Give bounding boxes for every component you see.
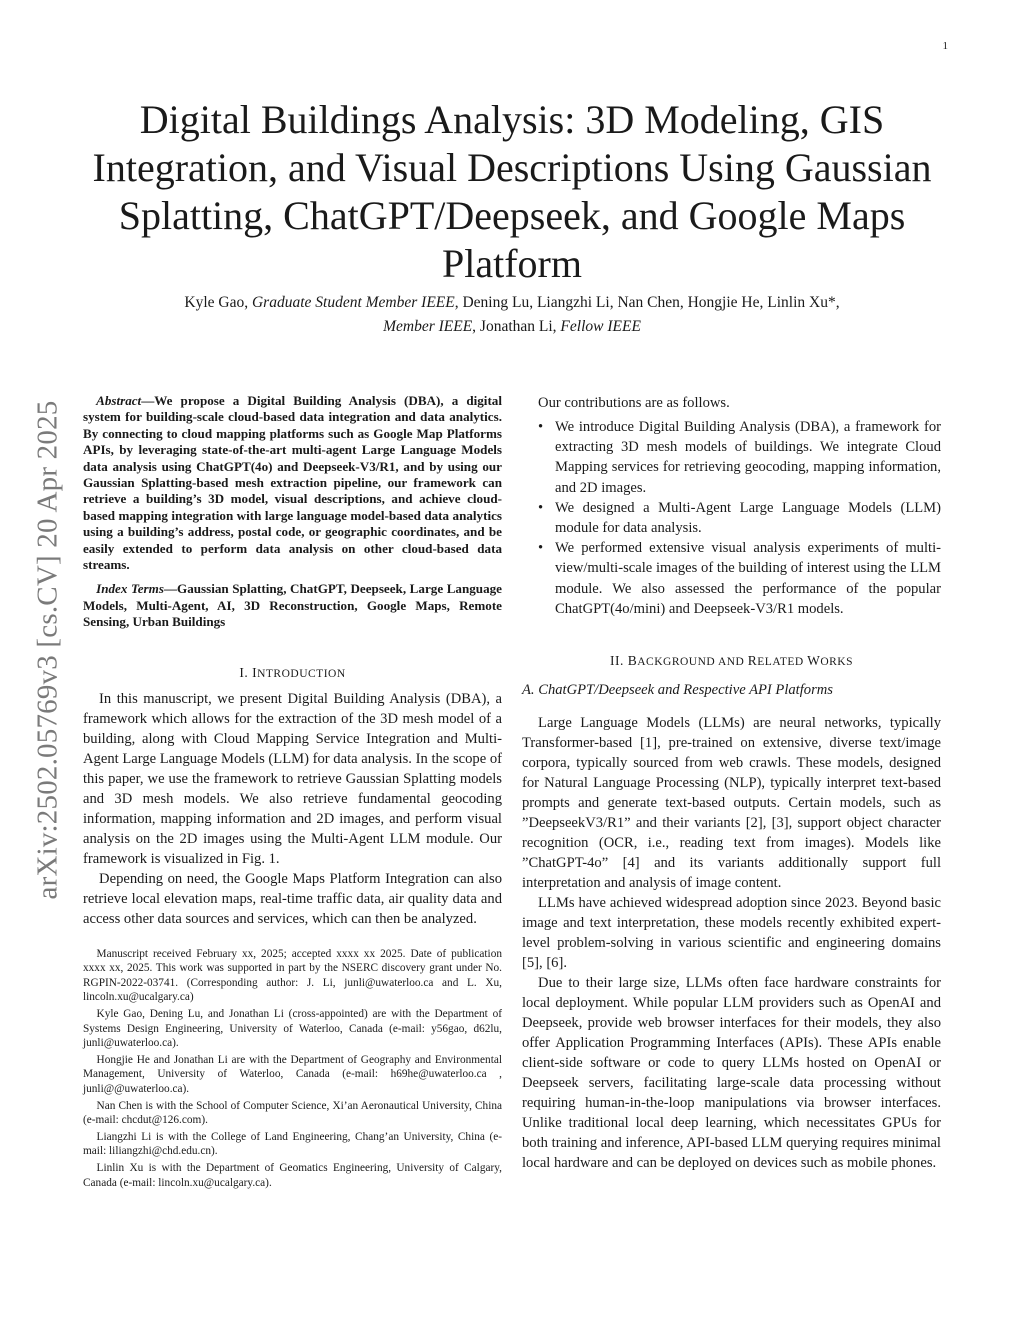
background-paragraph: Due to their large size, LLMs often face hardware constraints for local deployment. While popular LLM providers such as OpenAI and Deepseek, provide web browser interfaces for their models, they also offer Application Programming Interfaces (APIs). These APIs enable client-side software or code to query LLMs hosted on OpenAI or Deepseek servers, facilitating large-scale data processing without requiring human-in-the-loop manipulations via browser interfaces. Unlike traditional local deep learning, which necessitates GPUs for both training and inference, API-based LLM querying requires minimal local hardware and can be deployed on devices such as mobile phones. xyxy=(522,975,941,1172)
index-terms-dash: — xyxy=(163,581,178,597)
arxiv-watermark: arXiv:2502.05769v3 [cs.CV] 20 Apr 2025 xyxy=(31,400,64,900)
paper-title: Digital Buildings Analysis: 3D Modeling, GIS Integration, and Visual Descriptions Using Gaussian Splatting, ChatGPT/Deepseek, and Google Maps Platform xyxy=(92,97,932,286)
index-terms xyxy=(83,581,502,630)
heading-text: ORKS xyxy=(820,656,854,669)
heading-text: W xyxy=(807,653,821,669)
heading-text: ACKGROUND AND xyxy=(637,656,748,669)
footnote: Manuscript received February xx, 2025; accepted xxxx xx 2025. Date of publication xxxx xx, 2025. This work was supported in part by the NSERC discovery grant under No. RGPIN-2022-03741. (Corresponding author: J. Li, junli@uwaterloo.ca and L. Xu, lincoln.xu@ucalgary.ca) xyxy=(83,947,502,1004)
abstract-text: We propose a Digital Building Analysis (DBA), a digital system for building-scale cloud-based data integration and data analytics. By connecting to cloud mapping platforms such as Google Map Platforms APIs, by leveraging state-of-the-art multi-agent Large Language Models data analysis using ChatGPT(4o) and Deepseek-V3/R1, and by using our Gaussian Splatting-based mesh extraction pipeline, our framework can retrieve a building’s 3D model, visual descriptions, and achieve cloud-based mapping integration with large language model-based data analytics using a building’s address, postal code, or geographic coordinates, and be easily extended to perform data analysis on other cloud-based data streams. xyxy=(83,393,502,573)
intro-paragraph: Depending on need, the Google Maps Platform Integration can also retrieve local elevation maps, real-time traffic data, air quality data and access other data sources and services, which can then be analyzed. xyxy=(83,870,502,927)
author-text: , Jonathan Li, xyxy=(472,318,561,335)
abstract xyxy=(83,393,502,573)
author-membership: Fellow IEEE xyxy=(560,318,641,335)
heading-numeral: II. B xyxy=(609,653,638,669)
index-terms-text: Gaussian Splatting, ChatGPT, Deepseek, Large Language Models, Multi-Agent, AI, 3D Reconstruction, Google Maps, Remote Sensing, Urban Buildings xyxy=(83,581,502,630)
heading-text: NTRODUCTION xyxy=(257,667,346,680)
footnote: Kyle Gao, Dening Lu, and Jonathan Li (cross-appointed) are with the Department of Systems Design Engineering, University of Waterloo, Canada (e-mail: y56gao, d62lu, junli@uwaterloo.ca). xyxy=(83,1008,502,1050)
contributions-list xyxy=(522,417,941,619)
abstract-label: Abstract xyxy=(96,393,142,408)
background-paragraph: LLMs have achieved widespread adoption since 2023. Beyond basic image and text interpretation, these models recently exhibited expert-level problem-solving in various scientific and engineering domains [5], [6]. xyxy=(522,895,941,972)
subsection-heading: A. ChatGPT/Deepseek and Respective API Platforms xyxy=(522,682,833,699)
author-line-1 xyxy=(90,291,934,315)
author-text: , Dening Lu, Liangzhi Li, Nan Chen, Hongjie He, Linlin Xu*, xyxy=(454,294,840,311)
author-membership: Member IEEE xyxy=(383,318,473,335)
list-item: • We performed extensive visual analysis experiments of multi-view/multi-scale images of the building of interest using the LLM module. We also assessed the performance of the popular ChatGPT(4o/mini) and Deepseek-V3/R1 models. xyxy=(555,538,941,619)
footnote: Linlin Xu is with the Department of Geomatics Engineering, University of Calgary, Canada (e-mail: lincoln.xu@ucalgary.ca). xyxy=(83,1162,502,1189)
heading-text: R xyxy=(747,653,758,669)
intro-paragraph: In this manuscript, we present Digital Building Analysis (DBA), a framework which allows for the extraction of the 3D mesh model of a building, along with Cloud Mapping Service Integration and Multi-Agent Large Language Models (LLM) for data analysis. In the scope of this paper, we use the framework to retrieve Gaussian Splatting models and 3D mesh models. We also retrieve fundamental geocoding information, mapping information and 2D images, and perform visual analysis on the 2D images using the Multi-Agent LLM module. Our framework is visualized in Fig. 1. xyxy=(83,690,502,867)
list-item: • We introduce Digital Building Analysis (DBA), a framework for extracting 3D mesh models of buildings. We integrate Cloud Mapping services for retrieving geocoding, mapping information, and 2D images. xyxy=(555,417,941,498)
right-column xyxy=(522,393,941,1173)
author-line-2 xyxy=(90,315,934,339)
author-list xyxy=(90,291,934,339)
footnote: Liangzhi Li is with the College of Land Engineering, Chang’an University, China (e-mail: liliangzhi@chd.edu.cn). xyxy=(83,1130,502,1158)
page-number: 1 xyxy=(942,40,948,52)
heading-text: ELATED xyxy=(757,656,808,669)
background-paragraph: Large Language Models (LLMs) are neural networks, typically Transformer-based [1], pre-trained on extensive, diverse text/image corpora, typically sourced from web crawls. These models, designed for Natural Language Processing (NLP), typically interpret text-based prompts and generate text-based outputs. Certain models, such as ”DeepseekV3/R1” and their variants [2], [3], support object character recognition (OCR, i.e., reading text from images). Models like ”ChatGPT-4o” [4] and its variants additionally support full interpretation and analysis of image content. xyxy=(522,715,941,892)
author-text: Kyle Gao, xyxy=(184,294,252,311)
left-column xyxy=(83,393,502,1192)
author-membership: Graduate Student Member IEEE xyxy=(251,294,455,311)
footnotes xyxy=(83,947,502,1191)
abstract-dash: — xyxy=(141,393,155,408)
footnote: Nan Chen is with the School of Computer Science, Xi’an Aeronautical University, China (e-mail: chcdut@126.com). xyxy=(83,1099,502,1127)
footnote: Hongjie He and Jonathan Li are with the Department of Geography and Environmental Management, University of Waterloo, Canada (e-mail: h69he@uwaterloo.ca , junli@@uwaterloo.ca). xyxy=(83,1053,502,1096)
section-heading-background xyxy=(522,653,941,669)
contributions-lead: Our contributions are as follows. xyxy=(538,395,730,411)
index-terms-label: Index Terms xyxy=(96,581,164,597)
heading-numeral: I. I xyxy=(239,664,258,680)
section-heading-introduction xyxy=(83,665,502,681)
list-item: • We designed a Multi-Agent Large Language Models (LLM) module for data analysis. xyxy=(555,498,941,538)
